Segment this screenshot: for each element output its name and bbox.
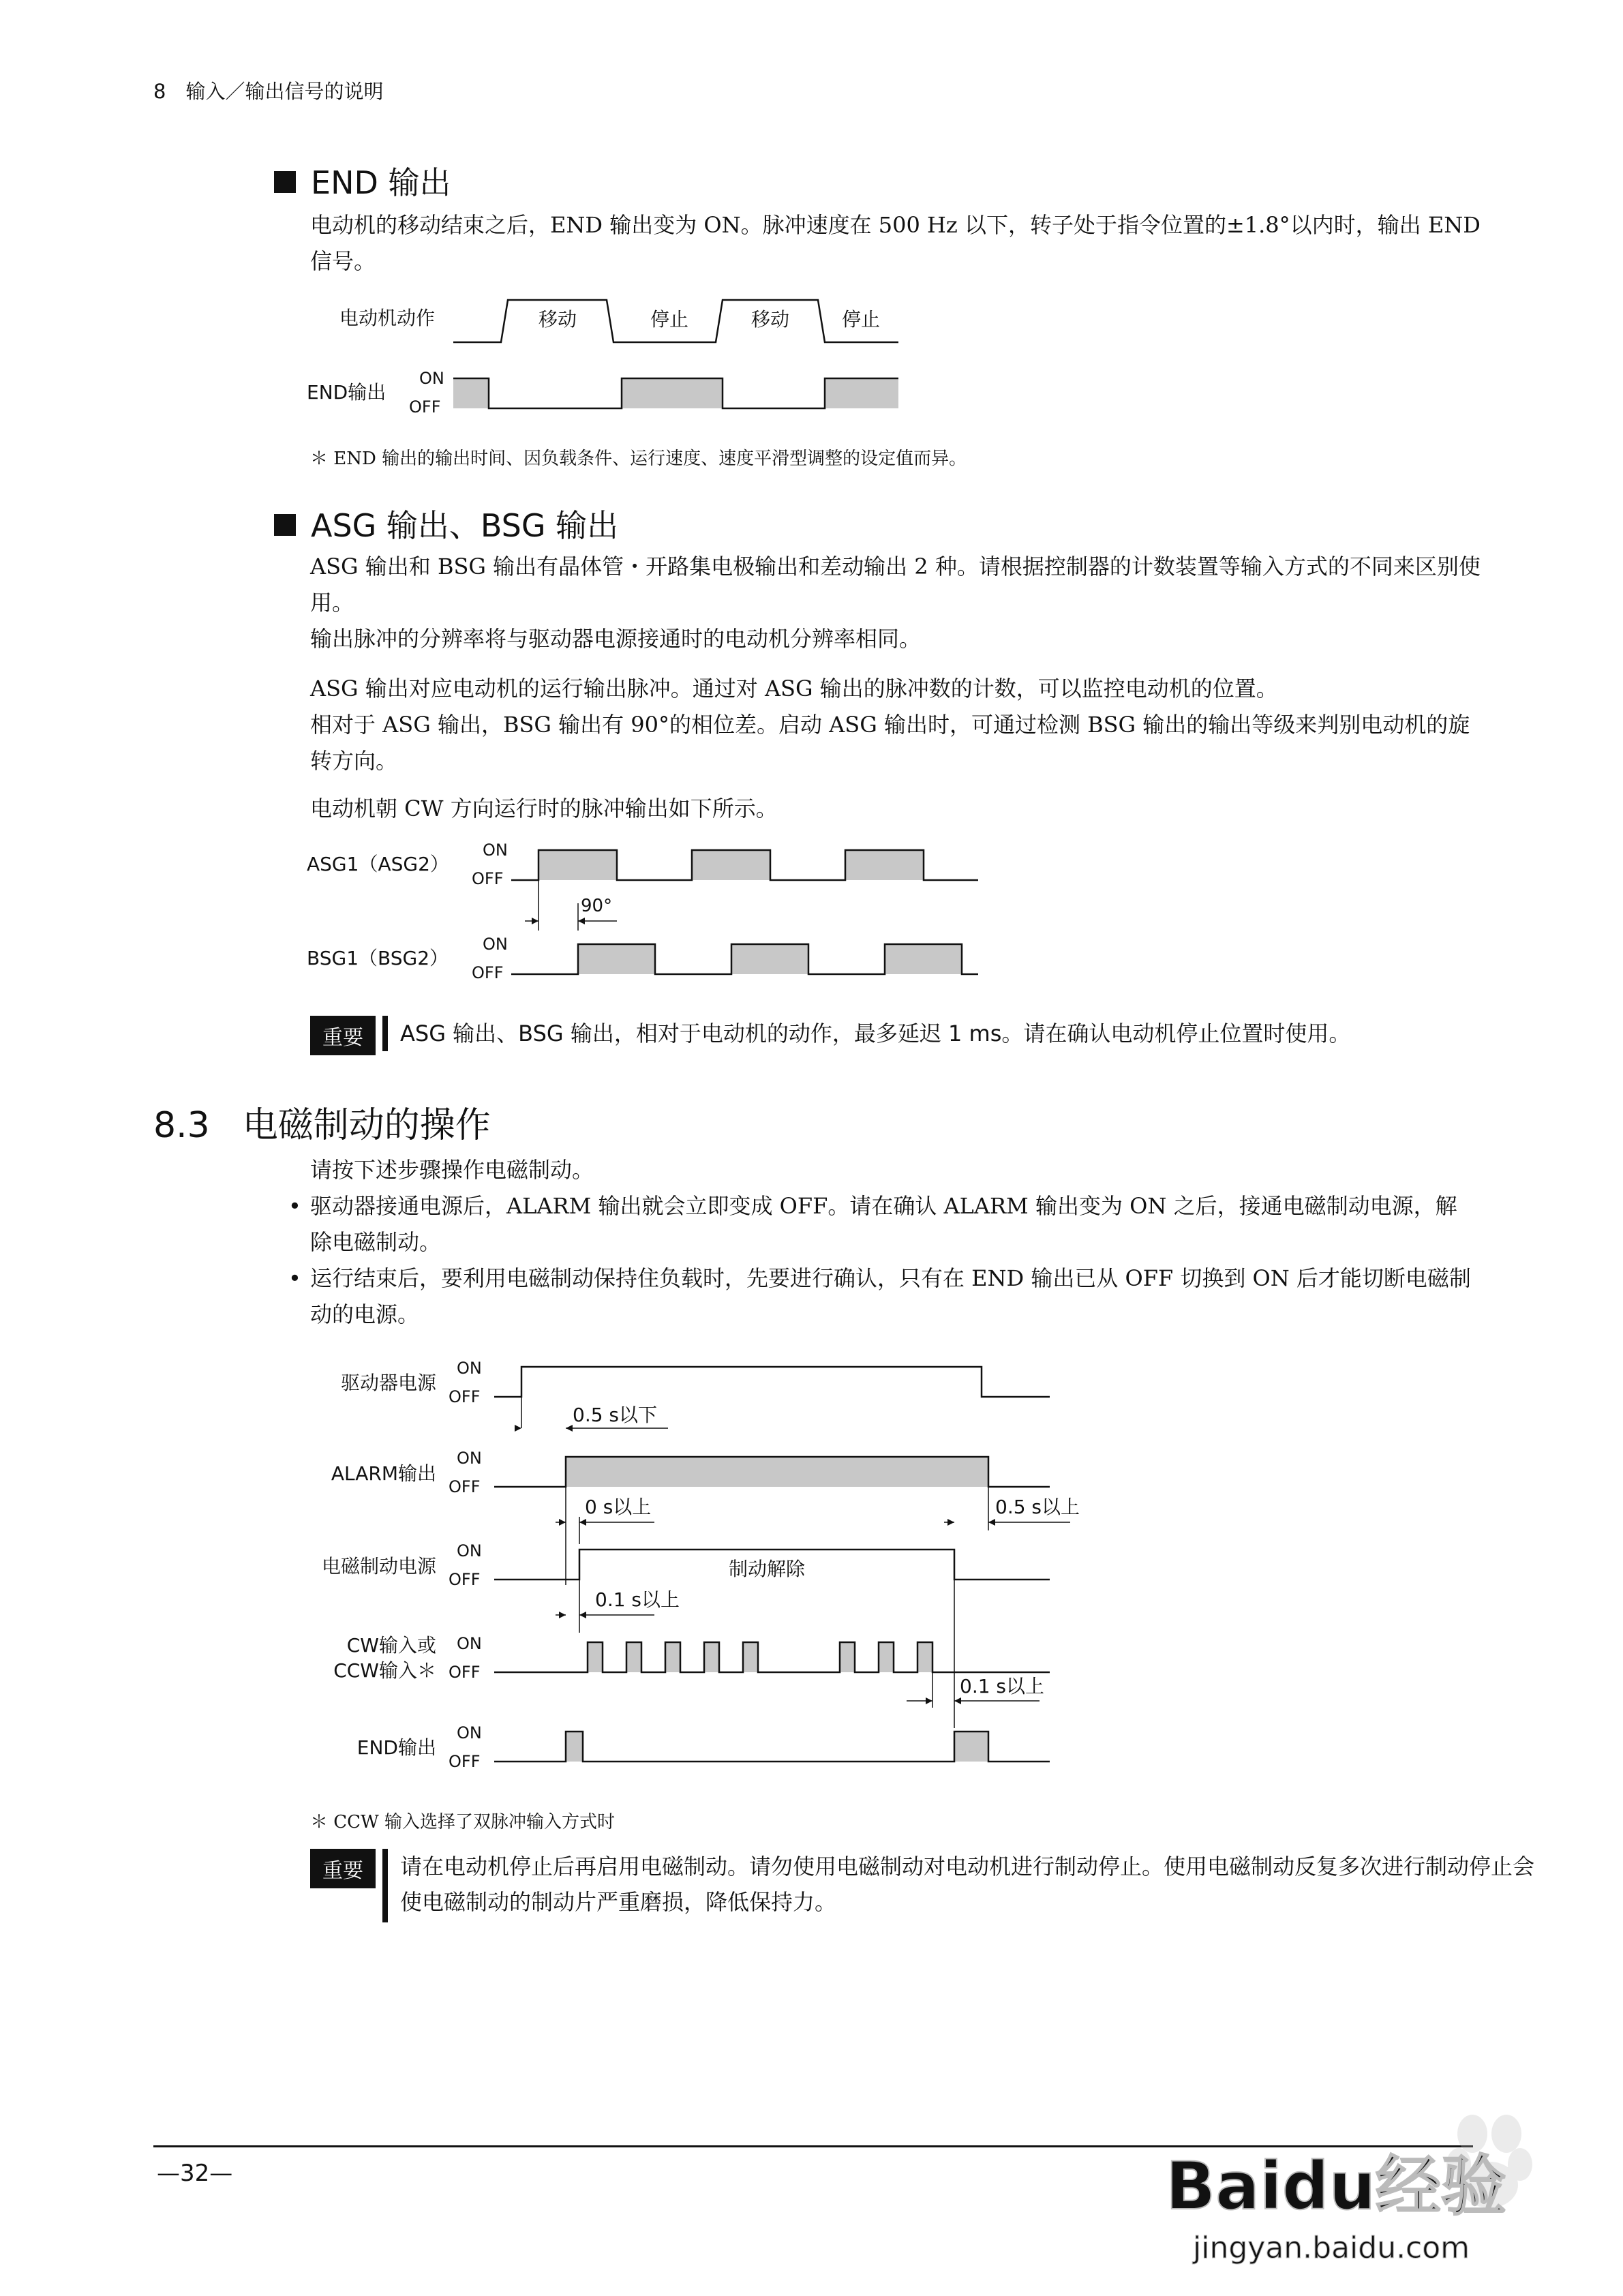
brake-release-label: 制动解除 [728, 1558, 806, 1580]
arrowhead-icon [532, 918, 539, 924]
brake-off-delay-label: 0.5 s以上 [995, 1496, 1080, 1518]
cw-input-label-2: CCW输入＊ [333, 1659, 436, 1682]
driver-power-trace [494, 1367, 1050, 1397]
brake-on-delay-label: 0 s以上 [585, 1496, 652, 1518]
list-item: • 运行结束后，要利用电磁制动保持住负载时，先要进行确认，只有在 END 输出已从 OFF 切换到 ON 后才能切断电磁制动的电源。 [288, 1260, 1478, 1333]
cw-pulse [704, 1642, 719, 1672]
arrowhead-icon [947, 1519, 954, 1526]
end-output-title: END 输出 [311, 164, 451, 201]
section-8-3-heading [153, 1096, 491, 1147]
end-pulse-3 [825, 378, 898, 408]
ccw-footnote: ＊ CCW 输入选择了双脉冲输入方式时 [310, 1812, 616, 1832]
end-pulse-short [566, 1732, 583, 1762]
arrowhead-icon [566, 1425, 573, 1432]
brake-important-text: 请在电动机停止后再启用电磁制动。请勿使用电磁制动对电动机进行制动停止。使用电磁制动反复多次进行制动停止会使电磁制动的制动片严重磨损，降低保持力。 [400, 1854, 1535, 1915]
cw-pulse [665, 1642, 680, 1672]
arrowhead-icon [926, 1697, 932, 1704]
brake-power-label: 电磁制动电源 [321, 1555, 436, 1577]
page-number: —32— [157, 2160, 233, 2187]
brake-timing-diagram [300, 1346, 1097, 1796]
alarm-delay-label: 0.5 s以下 [573, 1404, 658, 1426]
alarm-output-label: ALARM输出 [331, 1462, 436, 1485]
arrowhead-icon [954, 1697, 961, 1704]
end-on-label: ON [419, 369, 444, 388]
asg-bsg-title: ASG 输出、BSG 输出 [311, 507, 619, 544]
cw-input-trace [494, 1642, 1050, 1672]
asg-bsg-paragraph-2: 输出脉冲的分辨率将与驱动器电源接通时的电动机分辨率相同。 [310, 626, 922, 652]
bsg-pulse-3 [885, 944, 962, 974]
end-pulse-final [954, 1732, 988, 1762]
asg-bsg-paragraph-1: ASG 输出和 BSG 输出有晶体管・开路集电极输出和差动输出 2 种。请根据控制器的计数装置等输入方式的不同来区别使用。 [310, 554, 1481, 616]
asg-pulse-1 [539, 850, 617, 880]
end2-off-label: OFF [449, 1752, 481, 1771]
bsg-pulse-1 [578, 944, 655, 974]
arrowhead-icon [579, 1519, 586, 1526]
arrowhead-icon [988, 1519, 995, 1526]
cw-pulse [626, 1642, 641, 1672]
phase-stop-1: 停止 [650, 308, 689, 331]
end-output-description: 电动机的移动结束之后，END 输出变为 ON。脉冲速度在 500 Hz 以下，转子处于指令位置的±1.8°以内时，输出 END 信号。 [310, 212, 1481, 274]
driver-off-label: OFF [449, 1387, 481, 1406]
asg-pulse-3 [845, 850, 924, 880]
asg-bsg-paragraph-5: 电动机朝 CW 方向运行时的脉冲输出如下所示。 [310, 796, 778, 821]
important-badge: 重要 [310, 1016, 376, 1055]
section-number: 8.3 [153, 1105, 210, 1146]
end-pulse-2 [622, 378, 723, 408]
end2-on-label: ON [457, 1723, 482, 1742]
end-output-row-label: END输出 [357, 1736, 436, 1759]
phase-move-2: 移动 [750, 308, 790, 331]
asg-bsg-paragraph-3: ASG 输出对应电动机的运行输出脉冲。通过对 ASG 输出的脉冲数的计数，可以监控电动机的位置。 [310, 676, 1278, 701]
cw-pulse [743, 1642, 758, 1672]
arrowhead-icon [559, 1519, 566, 1526]
bsg-off-label: OFF [472, 963, 504, 982]
end-off-label: OFF [409, 397, 441, 417]
asg-label: ASG1（ASG2） [307, 853, 449, 875]
important-bar [382, 1016, 388, 1051]
bsg-on-label: ON [483, 935, 508, 954]
brake-steps-list [288, 1188, 1478, 1333]
phase-stop-2: 停止 [841, 308, 881, 331]
cw-pulse [840, 1642, 855, 1672]
asg-important-text: ASG 输出、BSG 输出，相对于电动机的动作，最多延迟 1 ms。请在确认电动机停止位置时使用。 [400, 1021, 1351, 1046]
asg-off-label: OFF [472, 869, 504, 888]
alarm-off-label: OFF [449, 1477, 481, 1496]
arrowhead-icon [578, 918, 585, 924]
motor-action-label: 电动机动作 [339, 307, 436, 329]
alarm-on-label: ON [457, 1449, 482, 1468]
asg-bsg-timing-diagram [300, 835, 1002, 999]
cw-pulses [588, 1642, 932, 1672]
running-head: 8 输入／输出信号的说明 [153, 80, 384, 103]
asg-important-note [310, 1016, 1545, 1055]
bsg-pulse-2 [731, 944, 808, 974]
alarm-on-fill [566, 1457, 988, 1487]
baidu-watermark-logo [1152, 2100, 1534, 2270]
section-title: 电磁制动的操作 [242, 1105, 491, 1146]
square-bullet-icon [274, 171, 296, 193]
asg-pulse-2 [692, 850, 770, 880]
brake-off-label: OFF [449, 1570, 481, 1589]
cw-pulse [917, 1642, 932, 1672]
pulse-delay-label: 0.1 s以上 [595, 1588, 680, 1611]
asg-bsg-heading [274, 501, 618, 546]
driver-power-label: 驱动器电源 [340, 1372, 436, 1394]
cw-pulse [879, 1642, 894, 1672]
cw-on-label: ON [457, 1634, 482, 1653]
end-output-heading [274, 158, 451, 203]
cw-pulse [588, 1642, 603, 1672]
square-bullet-icon [274, 514, 296, 536]
cw-input-label-1: CW输入或 [346, 1634, 436, 1657]
list-item: • 驱动器接通电源后，ALARM 输出就会立即变成 OFF。请在确认 ALARM 输出变为 ON 之后，接通电磁制动电源，解除电磁制动。 [288, 1188, 1478, 1260]
watermark-url: jingyan.baidu.com [1193, 2231, 1470, 2265]
end-output-footnote: ＊ END 输出的输出时间、因负载条件、运行速度、速度平滑型调整的设定值而异。 [310, 449, 967, 469]
arrowhead-icon [579, 1612, 586, 1618]
phase-move-1: 移动 [538, 308, 577, 331]
asg-on-label: ON [483, 841, 508, 860]
important-bar [382, 1849, 388, 1922]
asg-bsg-paragraph-4: 相对于 ASG 输出，BSG 输出有 90°的相位差。启动 ASG 输出时，可通过检测 BSG 输出的输出等级来判别电动机的旋转方向。 [310, 712, 1470, 774]
arrowhead-icon [559, 1612, 566, 1618]
cw-off-label: OFF [449, 1663, 481, 1682]
end-delay-label: 0.1 s以上 [960, 1675, 1045, 1697]
brake-intro: 请按下述步骤操作电磁制动。 [310, 1157, 594, 1183]
brake-on-label: ON [457, 1541, 482, 1560]
brake-important-note [310, 1849, 1545, 1922]
bsg-label: BSG1（BSG2） [307, 947, 449, 969]
important-badge: 重要 [310, 1849, 376, 1888]
phase-90-label: 90° [581, 896, 613, 916]
arrowhead-icon [515, 1425, 521, 1432]
end-output-label: END输出 [307, 381, 386, 404]
watermark-main-text: Baidu经验 [1166, 2148, 1506, 2224]
end-output-timing-diagram [300, 286, 927, 423]
end-pulse-1 [453, 378, 489, 408]
driver-on-label: ON [457, 1359, 482, 1378]
